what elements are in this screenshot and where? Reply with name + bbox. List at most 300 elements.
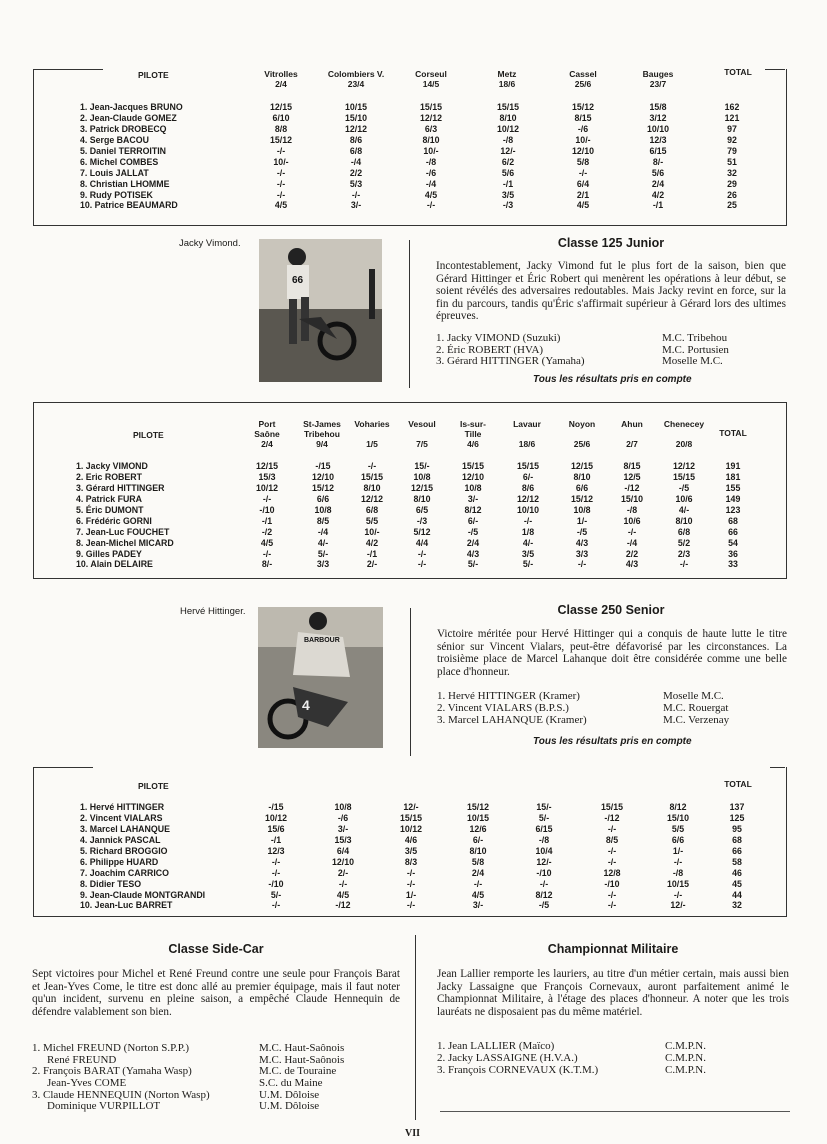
score-cell: -/- bbox=[406, 867, 416, 878]
score-cell: 8/10 bbox=[363, 482, 381, 493]
score-cell: 15/6 bbox=[267, 823, 285, 834]
score-cell: 2/4 bbox=[466, 537, 480, 548]
score-cell: 8/12 bbox=[535, 889, 553, 900]
table2-race-header: Vesoul 7/5 bbox=[408, 419, 436, 449]
total-cell: 149 bbox=[725, 493, 741, 504]
score-cell: 4/- bbox=[317, 537, 329, 548]
photo2-caption: Hervé Hittinger. bbox=[180, 606, 246, 617]
score-cell: 15/8 bbox=[649, 102, 667, 112]
table1-race-header: Colombiers V. 23/4 bbox=[327, 69, 385, 89]
pilot-name: 6. Michel COMBES bbox=[80, 156, 159, 167]
score-cell: 3/- bbox=[337, 823, 349, 834]
score-cell: 10/15 bbox=[666, 878, 689, 889]
score-cell: 10/8 bbox=[573, 504, 591, 515]
score-cell: 10/10 bbox=[646, 123, 669, 134]
total-cell: 155 bbox=[725, 482, 741, 493]
score-cell: 15/- bbox=[536, 802, 552, 812]
score-cell: 2/1 bbox=[576, 189, 590, 200]
score-cell: 15/15 bbox=[516, 461, 539, 471]
score-cell: 4/5 bbox=[471, 889, 485, 900]
score-cell: 5/12 bbox=[413, 526, 431, 537]
score-cell: 10/6 bbox=[623, 515, 641, 526]
score-cell: 4/- bbox=[522, 537, 534, 548]
total-cell: 137 bbox=[729, 802, 745, 812]
score-cell: 6/4 bbox=[336, 845, 350, 856]
total-cell: 32 bbox=[732, 900, 742, 911]
score-cell: -/1 bbox=[502, 178, 514, 189]
score-cell: -/6 bbox=[425, 167, 437, 178]
score-cell: -/- bbox=[577, 559, 587, 570]
score-cell: -/1 bbox=[366, 548, 378, 559]
score-cell: 5/8 bbox=[576, 156, 590, 167]
score-cell: -/8 bbox=[425, 156, 437, 167]
table-row bbox=[76, 472, 776, 483]
score-cell: 8/10 bbox=[499, 112, 517, 123]
table3-total-header: TOTAL bbox=[724, 779, 752, 789]
table-row bbox=[80, 102, 770, 113]
pilot-name: 7. Jean-Luc FOUCHET bbox=[76, 526, 170, 537]
score-cell: 10/6 bbox=[675, 493, 693, 504]
score-cell: 12/15 bbox=[570, 461, 593, 471]
score-cell: -/- bbox=[627, 526, 637, 537]
pilot-name: 2. Jean-Claude GOMEZ bbox=[80, 112, 177, 123]
pilot-name: 1. Hervé HITTINGER bbox=[80, 802, 165, 812]
score-cell: 12/12 bbox=[360, 493, 383, 504]
result-row: 2. Jacky LASSAIGNE (H.V.A.) C.M.P.N. bbox=[437, 1052, 706, 1064]
photo1-caption: Jacky Vimond. bbox=[179, 238, 241, 249]
total-cell: 29 bbox=[727, 178, 737, 189]
pilot-name: 3. Gérard HITTINGER bbox=[76, 482, 165, 493]
score-cell: 3/- bbox=[467, 493, 479, 504]
table-row bbox=[76, 538, 776, 549]
table1-total-header: TOTAL bbox=[724, 67, 752, 77]
table3-pilote-header: PILOTE bbox=[138, 781, 169, 791]
total-cell: 26 bbox=[727, 189, 737, 200]
table-row bbox=[80, 857, 770, 868]
score-cell: 12/10 bbox=[571, 145, 594, 156]
score-cell: -/- bbox=[523, 515, 533, 526]
score-cell: 5/- bbox=[467, 559, 479, 570]
score-cell: 15/12 bbox=[269, 134, 292, 145]
table-row bbox=[76, 494, 776, 505]
score-cell: -/- bbox=[276, 167, 286, 178]
score-cell: -/- bbox=[539, 878, 549, 889]
score-cell: -/10 bbox=[604, 878, 620, 889]
total-cell: 68 bbox=[732, 834, 742, 845]
pilot-name: 8. Christian LHOMME bbox=[80, 178, 170, 189]
section125-title: Classe 125 Junior bbox=[557, 236, 665, 250]
score-cell: 10/8 bbox=[314, 504, 332, 515]
score-cell: 3/3 bbox=[316, 559, 330, 570]
score-cell: -/1 bbox=[261, 515, 273, 526]
table2-race-header: St-James Tribehou 9/4 bbox=[303, 419, 341, 449]
table-row bbox=[80, 813, 770, 824]
score-cell: -/- bbox=[276, 145, 286, 156]
score-cell: 4/3 bbox=[466, 548, 480, 559]
score-cell: 4/5 bbox=[336, 889, 350, 900]
score-cell: 8/8 bbox=[274, 123, 288, 134]
table1-top-right-rule bbox=[765, 69, 785, 70]
table2-race-header: Noyon 25/6 bbox=[568, 419, 596, 449]
militaire-text: Jean Lallier remporte les lauriers, au titre d'un métier certain, mais aussi bien Jacky Lassaigne que François Cornevaux, auront parfaitement animé le Championnat Militaire, à l'étage des places d'honneur. A noter que les trois lauréats ne disposaient pas du même matériel. bbox=[437, 968, 789, 1018]
score-cell: 8/10 bbox=[675, 515, 693, 526]
score-cell: -/3 bbox=[502, 200, 514, 211]
score-cell: 2/2 bbox=[349, 167, 363, 178]
score-cell: 3/5 bbox=[501, 189, 515, 200]
table1-race-header: Vitrolles 2/4 bbox=[264, 69, 298, 89]
score-cell: 3/12 bbox=[649, 112, 667, 123]
table1-rows bbox=[80, 102, 770, 211]
militaire-results bbox=[437, 1041, 789, 1077]
total-cell: 181 bbox=[725, 471, 741, 482]
score-cell: 10/- bbox=[423, 145, 439, 156]
total-cell: 45 bbox=[732, 878, 742, 889]
score-cell: -/- bbox=[426, 200, 436, 211]
score-cell: 8/- bbox=[652, 156, 664, 167]
score-cell: -/10 bbox=[268, 878, 284, 889]
score-cell: -/8 bbox=[672, 867, 684, 878]
score-cell: -/- bbox=[367, 461, 377, 471]
total-cell: 125 bbox=[729, 812, 745, 823]
score-cell: 8/5 bbox=[316, 515, 330, 526]
score-cell: -/- bbox=[673, 889, 683, 900]
score-cell: -/- bbox=[607, 856, 617, 867]
table2-pilote-header: PILOTE bbox=[133, 430, 164, 440]
score-cell: -/- bbox=[406, 878, 416, 889]
score-cell: 8/3 bbox=[404, 856, 418, 867]
sidecar-text: Sept victoires pour Michel et René Freund contre une seule pour François Barat et Jean-Yves Come, le titre est donc allé au premier équipage, mais il faut noter qu'un incident, survenu en pleine saison, a empêché Claude Hennequin de défendre valablement son bien. bbox=[32, 968, 400, 1018]
result-row: 3. François CORNEVAUX (K.T.M.) C.M.P.N. bbox=[437, 1064, 706, 1076]
score-cell: 3/3 bbox=[575, 548, 589, 559]
score-cell: 12/10 bbox=[461, 471, 484, 482]
score-cell: -/8 bbox=[538, 834, 550, 845]
score-cell: 10/12 bbox=[264, 812, 287, 823]
score-cell: 3/5 bbox=[404, 845, 418, 856]
score-cell: 15/12 bbox=[570, 493, 593, 504]
score-cell: 4/4 bbox=[415, 537, 429, 548]
score-cell: 2/4 bbox=[471, 867, 485, 878]
score-cell: 6/8 bbox=[365, 504, 379, 515]
score-cell: 6/10 bbox=[272, 112, 290, 123]
score-cell: 8/- bbox=[261, 559, 273, 570]
table1-race-header: Metz 18/6 bbox=[497, 69, 517, 89]
score-cell: -/- bbox=[262, 493, 272, 504]
score-cell: 15/12 bbox=[571, 102, 594, 112]
score-cell: -/12 bbox=[335, 900, 351, 911]
score-cell: 1/- bbox=[672, 845, 684, 856]
score-cell: -/- bbox=[406, 900, 416, 911]
score-cell: 5/5 bbox=[671, 823, 685, 834]
svg-text:66: 66 bbox=[292, 275, 304, 286]
page-number: VII bbox=[405, 1128, 421, 1139]
score-cell: 4/5 bbox=[424, 189, 438, 200]
result-row: 1. Jean LALLIER (Maïco) C.M.P.N. bbox=[437, 1040, 706, 1052]
score-cell: -/- bbox=[276, 189, 286, 200]
score-cell: 15/15 bbox=[672, 471, 695, 482]
table-row bbox=[80, 113, 770, 124]
table-row bbox=[76, 516, 776, 527]
table-row bbox=[76, 549, 776, 560]
score-cell: 15/10 bbox=[620, 493, 643, 504]
pilot-name: 9. Rudy POTISEK bbox=[80, 189, 153, 200]
section125-divider bbox=[409, 240, 410, 388]
total-cell: 162 bbox=[724, 102, 740, 112]
score-cell: 12/10 bbox=[311, 471, 334, 482]
score-cell: -/15 bbox=[268, 802, 284, 812]
score-cell: 15/15 bbox=[600, 802, 623, 812]
table1-pilote-header: PILOTE bbox=[138, 70, 169, 80]
total-cell: 33 bbox=[728, 559, 738, 570]
pilot-name: 3. Patrick DROBECQ bbox=[80, 123, 167, 134]
pilot-name: 3. Marcel LAHANQUE bbox=[80, 823, 170, 834]
score-cell: 8/5 bbox=[605, 834, 619, 845]
table-row bbox=[80, 146, 770, 157]
table-row bbox=[80, 157, 770, 168]
table2-race-header: Port Saône 2/4 bbox=[254, 419, 280, 449]
table-row bbox=[80, 879, 770, 890]
score-cell: 6/2 bbox=[501, 156, 515, 167]
result-row: 3. Claude HENNEQUIN (Norton Wasp) U.M. Dôloise bbox=[32, 1088, 320, 1101]
section250-results bbox=[437, 691, 787, 727]
score-cell: 6/- bbox=[467, 515, 479, 526]
score-cell: 10/8 bbox=[334, 802, 352, 812]
militaire-bottom-rule bbox=[440, 1111, 790, 1112]
score-cell: 12/8 bbox=[603, 867, 621, 878]
table-row bbox=[76, 527, 776, 538]
score-cell: 10/15 bbox=[466, 812, 489, 823]
score-cell: 1/- bbox=[576, 515, 588, 526]
score-cell: 10/12 bbox=[255, 482, 278, 493]
score-cell: 15/3 bbox=[258, 471, 276, 482]
svg-text:BARBOUR: BARBOUR bbox=[304, 637, 340, 644]
photo-jacky-vimond bbox=[259, 239, 382, 382]
score-cell: -/1 bbox=[652, 200, 664, 211]
bottom-divider bbox=[415, 935, 416, 1120]
section125-note: Tous les résultats pris en compte bbox=[533, 374, 692, 385]
score-cell: 6/6 bbox=[316, 493, 330, 504]
table3-top-left-rule bbox=[33, 767, 93, 768]
score-cell: -/2 bbox=[261, 526, 273, 537]
photo-herve-hittinger bbox=[258, 607, 383, 748]
score-cell: -/- bbox=[338, 878, 348, 889]
total-cell: 51 bbox=[727, 156, 737, 167]
militaire-title: Championnat Militaire bbox=[547, 942, 679, 956]
score-cell: 12/15 bbox=[269, 102, 292, 112]
table-row bbox=[76, 505, 776, 516]
score-cell: 10/10 bbox=[516, 504, 539, 515]
score-cell: -/- bbox=[271, 856, 281, 867]
table1-race-header: Bauges 23/7 bbox=[642, 69, 674, 89]
table-row bbox=[80, 900, 770, 911]
result-row: 3. Gérard HITTINGER (Yamaha) Moselle M.C. bbox=[436, 355, 723, 368]
table2-race-header: Voharies 1/5 bbox=[354, 419, 390, 449]
table-row bbox=[80, 835, 770, 846]
score-cell: 15/15 bbox=[360, 471, 383, 482]
score-cell: 6/8 bbox=[677, 526, 691, 537]
score-cell: 15/- bbox=[414, 461, 430, 471]
table-row bbox=[76, 559, 776, 570]
pilot-name: 10. Patrice BEAUMARD bbox=[80, 200, 178, 211]
table-row bbox=[76, 461, 776, 472]
score-cell: -/5 bbox=[678, 482, 690, 493]
pilot-name: 1. Jacky VIMOND bbox=[76, 461, 148, 471]
score-cell: 5/2 bbox=[677, 537, 691, 548]
score-cell: 12/- bbox=[536, 856, 552, 867]
pilot-name: 2. Eric ROBERT bbox=[76, 471, 142, 482]
score-cell: -/5 bbox=[538, 900, 550, 911]
table-row bbox=[80, 168, 770, 179]
section250-divider bbox=[410, 608, 411, 756]
score-cell: 10/- bbox=[575, 134, 591, 145]
score-cell: 12/10 bbox=[331, 856, 354, 867]
score-cell: -/4 bbox=[317, 526, 329, 537]
total-cell: 121 bbox=[724, 112, 740, 123]
total-cell: 79 bbox=[727, 145, 737, 156]
score-cell: 8/12 bbox=[669, 802, 687, 812]
score-cell: 5/3 bbox=[349, 178, 363, 189]
table-row bbox=[80, 802, 770, 813]
score-cell: -/- bbox=[673, 856, 683, 867]
score-cell: -/15 bbox=[315, 461, 331, 471]
score-cell: 5/6 bbox=[651, 167, 665, 178]
score-cell: -/12 bbox=[624, 482, 640, 493]
score-cell: 8/15 bbox=[574, 112, 592, 123]
score-cell: -/8 bbox=[626, 504, 638, 515]
score-cell: 5/- bbox=[317, 548, 329, 559]
score-cell: 1/8 bbox=[521, 526, 535, 537]
score-cell: -/- bbox=[473, 878, 483, 889]
table2-total-header: TOTAL bbox=[719, 428, 747, 438]
table-row bbox=[80, 124, 770, 135]
score-cell: 5/6 bbox=[501, 167, 515, 178]
score-cell: 10/15 bbox=[344, 102, 367, 112]
score-cell: 12/- bbox=[500, 145, 516, 156]
score-cell: -/- bbox=[276, 178, 286, 189]
score-cell: 5/- bbox=[538, 812, 550, 823]
score-cell: 8/6 bbox=[521, 482, 535, 493]
score-cell: 10/12 bbox=[496, 123, 519, 134]
score-cell: -/- bbox=[351, 189, 361, 200]
score-cell: 15/15 bbox=[399, 812, 422, 823]
pilot-name: 4. Patrick FURA bbox=[76, 493, 142, 504]
score-cell: -/4 bbox=[350, 156, 362, 167]
result-row: 2. François BARAT (Yamaha Wasp) M.C. de Touraine bbox=[32, 1065, 337, 1078]
score-cell: 12/- bbox=[670, 900, 686, 911]
score-cell: -/8 bbox=[502, 134, 514, 145]
result-row: 3. Marcel LAHANQUE (Kramer) M.C. Verzenay bbox=[437, 714, 730, 726]
pilot-name: 5. Richard BROGGIO bbox=[80, 845, 168, 856]
score-cell: 4/2 bbox=[651, 189, 665, 200]
section125-text: Incontestablement, Jacky Vimond fut le plus fort de la saison, bien que Gérard Hittinger et Éric Robert qui menèrent les opérations à leur début, se soient révélés des adversaires redoutables. Mais Jacky revint en force, sur la fin du parcours, tandis qu'Éric s'affirmait supérieur à Gérard lors des ultimes épreuves. bbox=[436, 260, 786, 323]
pilot-name: 10. Jean-Luc BARRET bbox=[80, 900, 173, 911]
score-cell: 12/12 bbox=[344, 123, 367, 134]
pilot-name: 5. Éric DUMONT bbox=[76, 504, 144, 515]
table1-race-header: Cassel 25/6 bbox=[569, 69, 597, 89]
result-row: 1. Michel FREUND (Norton S.P.P.) M.C. Haut-Saônois bbox=[32, 1042, 345, 1054]
score-cell: 4/5 bbox=[274, 200, 288, 211]
sidecar-title: Classe Side-Car bbox=[168, 942, 264, 956]
score-cell: 4/5 bbox=[260, 537, 274, 548]
total-cell: 46 bbox=[732, 867, 742, 878]
total-cell: 97 bbox=[727, 123, 737, 134]
score-cell: 2/2 bbox=[625, 548, 639, 559]
score-cell: 5/8 bbox=[471, 856, 485, 867]
section250-note: Tous les résultats pris en compte bbox=[533, 736, 692, 747]
pilot-name: 4. Jannick PASCAL bbox=[80, 834, 161, 845]
score-cell: 8/15 bbox=[623, 461, 641, 471]
result-row: 1. Jacky VIMOND (Suzuki) M.C. Tribehou bbox=[436, 332, 728, 344]
score-cell: 6/6 bbox=[575, 482, 589, 493]
score-cell: 4/- bbox=[678, 504, 690, 515]
score-cell: -/- bbox=[417, 559, 427, 570]
result-row: Dominique VURPILLOT U.M. Dôloise bbox=[47, 1100, 320, 1113]
motocross-rider-image bbox=[258, 607, 383, 748]
total-cell: 123 bbox=[725, 504, 741, 515]
score-cell: 8/10 bbox=[422, 134, 440, 145]
score-cell: 10/4 bbox=[535, 845, 553, 856]
result-row: Jean-Yves COME S.C. du Maine bbox=[47, 1077, 323, 1090]
score-cell: 2/- bbox=[337, 867, 349, 878]
total-cell: 95 bbox=[732, 823, 742, 834]
table-row bbox=[76, 483, 776, 494]
score-cell: 5/- bbox=[270, 889, 282, 900]
score-cell: 10/8 bbox=[413, 471, 431, 482]
score-cell: 6/5 bbox=[415, 504, 429, 515]
result-row: 1. Hervé HITTINGER (Kramer) Moselle M.C. bbox=[437, 690, 724, 702]
score-cell: 12/5 bbox=[623, 471, 641, 482]
score-cell: -/- bbox=[607, 823, 617, 834]
score-cell: -/4 bbox=[626, 537, 638, 548]
score-cell: -/- bbox=[679, 559, 689, 570]
score-cell: 3/- bbox=[350, 200, 362, 211]
score-cell: -/6 bbox=[337, 812, 349, 823]
score-cell: 8/10 bbox=[469, 845, 487, 856]
score-cell: -/- bbox=[262, 548, 272, 559]
score-cell: -/6 bbox=[577, 123, 589, 134]
table3-rows bbox=[80, 802, 770, 911]
pilot-name: 2. Vincent VIALARS bbox=[80, 812, 163, 823]
score-cell: -/5 bbox=[467, 526, 479, 537]
section250-title: Classe 250 Senior bbox=[557, 603, 665, 617]
section250-text: Victoire méritée pour Hervé Hittinger qui a conquis de haute lutte le titre sénior sur Vincent Vialars, peut-être défavorisé par les circonstances. La troisième place de Marcel Lahanque doit être considérée comme une belle place d'honneur. bbox=[437, 628, 787, 678]
score-cell: 6/- bbox=[472, 834, 484, 845]
score-cell: 12/15 bbox=[255, 461, 278, 471]
table-row bbox=[80, 846, 770, 857]
score-cell: -/- bbox=[607, 845, 617, 856]
score-cell: 6/3 bbox=[424, 123, 438, 134]
score-cell: 10/12 bbox=[399, 823, 422, 834]
score-cell: 12/3 bbox=[267, 845, 285, 856]
score-cell: 6/8 bbox=[349, 145, 363, 156]
table2-race-header: Is-sur-Tille 4/6 bbox=[460, 419, 486, 449]
table2-race-header: Lavaur 18/6 bbox=[513, 419, 541, 449]
result-row: 2. Vincent VIALARS (B.P.S.) M.C. Rouergat bbox=[437, 702, 729, 714]
table-row bbox=[80, 824, 770, 835]
table-row bbox=[80, 890, 770, 901]
table2-race-header: Chenecey 20/8 bbox=[663, 419, 705, 449]
table2-race-header: Ahun 2/7 bbox=[621, 419, 643, 449]
score-cell: 2/- bbox=[366, 559, 378, 570]
table-row bbox=[80, 179, 770, 190]
score-cell: -/1 bbox=[270, 834, 282, 845]
score-cell: 15/10 bbox=[344, 112, 367, 123]
score-cell: 15/15 bbox=[496, 102, 519, 112]
pilot-name: 4. Serge BACOU bbox=[80, 134, 149, 145]
score-cell: 6/- bbox=[522, 471, 534, 482]
score-cell: 12/12 bbox=[516, 493, 539, 504]
motocross-rider-image bbox=[259, 239, 382, 382]
score-cell: 5/5 bbox=[365, 515, 379, 526]
